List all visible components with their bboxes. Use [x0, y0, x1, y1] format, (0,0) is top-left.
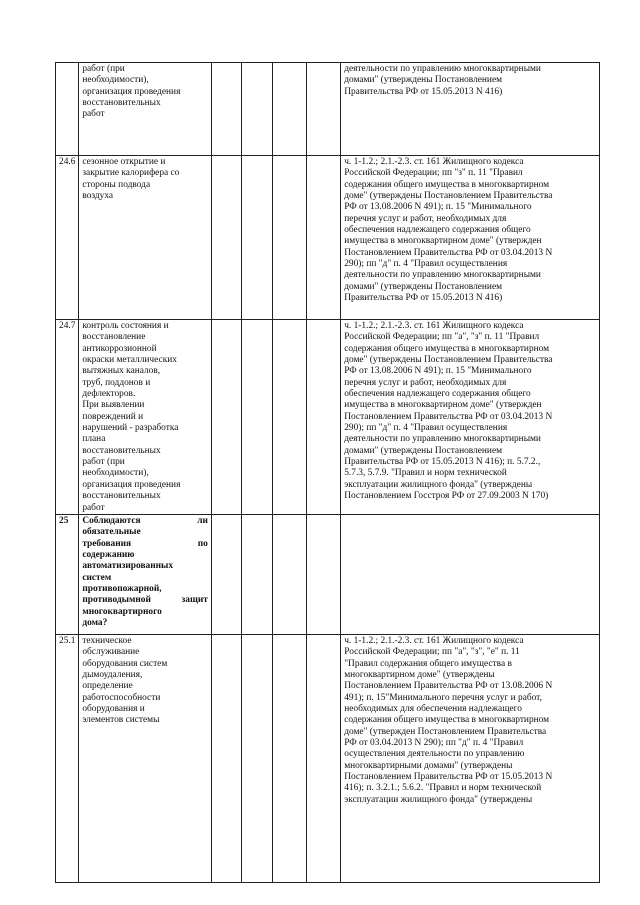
requirement-cell — [79, 514, 212, 634]
row-number: 25.1 — [59, 635, 76, 646]
row-number-cell — [56, 320, 79, 515]
legal-reference-line: 416); п. 3.2.1.; 5.6.2. "Правил и норм технической — [344, 783, 542, 794]
answer-na-cell — [273, 634, 307, 882]
requirement-line: контроль состояния и — [82, 321, 169, 331]
requirement-line: сезонное открытие и — [82, 157, 166, 167]
requirement-line: восстановительных — [82, 491, 161, 502]
legal-reference-line: домами" (утверждены Постановлением — [344, 75, 503, 86]
answer-yes-cell — [211, 634, 241, 882]
legal-reference-line: ч. 1-1.2.; 2.1.-2.3. ст. 161 Жилищного кодекса — [344, 635, 524, 646]
legal-reference-line: деятельности по управлению многоквартирными — [344, 270, 541, 281]
requirement-line: организация проведения — [82, 479, 181, 490]
requirement-line: плана — [82, 434, 106, 445]
legal-reference-line: необходимых для обеспечения надлежащего — [344, 703, 522, 714]
inspection-checklist-table — [55, 62, 600, 883]
legal-reference-line: Российской Федерации; пп "а", "з" п. 11 "Правил — [344, 332, 540, 343]
answer-yes-cell — [211, 320, 241, 515]
legal-reference-line: "Правил содержания общего имущества в — [344, 658, 512, 669]
requirement-line: дымоудаления, — [82, 669, 143, 680]
legal-reference-line: осуществления деятельности по управлению — [344, 749, 525, 760]
requirement-line: окраски металлических — [82, 355, 177, 366]
requirement-line: закрытие калорифера со — [82, 168, 180, 179]
answer-note-cell — [307, 320, 341, 515]
requirement-line: обслуживание — [82, 647, 140, 658]
table-row — [56, 634, 600, 882]
row-number: 25 — [59, 515, 69, 526]
legal-reference-cell — [341, 156, 600, 320]
row-number-cell — [56, 156, 79, 320]
legal-reference-cell — [341, 320, 600, 515]
requirement-cell — [79, 634, 212, 882]
row-number: 24.6 — [59, 157, 76, 167]
legal-reference-line: домами" (утверждены Постановлением — [344, 445, 503, 456]
legal-reference-line: обеспечения надлежащего содержания общего — [344, 225, 531, 236]
legal-reference-line: домами" (утверждены Постановлением — [344, 281, 503, 292]
requirement-line: противодымной защит — [82, 595, 208, 606]
requirement-line: оборудования и — [82, 703, 145, 714]
requirement-line: стороны подвода — [82, 179, 151, 190]
requirement-line: труб, поддонов и — [82, 377, 151, 388]
requirement-line: определение — [82, 681, 133, 692]
legal-reference-line: имущества в многоквартирном доме" (утвержден — [344, 400, 542, 411]
legal-reference-line: многоквартирными домами" (утверждены — [344, 760, 513, 771]
requirement-line: антикоррозионной — [82, 343, 157, 354]
requirement-line: Соблюдаются ли — [82, 515, 208, 526]
legal-reference-cell — [341, 514, 600, 634]
legal-reference-line: перечня услуг и работ, необходимых для — [344, 377, 507, 388]
requirement-line: нарушений - разработка — [82, 423, 179, 434]
requirement-line: дефлекторов. — [82, 389, 136, 400]
answer-yes-cell — [211, 156, 241, 320]
row-number-cell — [56, 634, 79, 882]
legal-reference-line: деятельности по управлению многоквартирными — [344, 434, 541, 445]
requirement-line: дома? — [82, 617, 108, 628]
requirement-line: необходимости), — [82, 75, 149, 86]
legal-reference-line: Постановлением Правительства РФ от 13.08.2006 N — [344, 681, 553, 692]
legal-reference-line: доме" (утвержден Постановлением Правительства — [344, 726, 547, 737]
table-row — [56, 156, 600, 320]
legal-reference-line: Правительства РФ от 15.05.2013 N 416) — [344, 293, 503, 304]
requirement-cell — [79, 320, 212, 515]
legal-reference-cell — [341, 634, 600, 882]
answer-na-cell — [273, 63, 307, 156]
legal-reference-line: Российской Федерации; пп "з" п. 11 "Правил — [344, 168, 523, 179]
requirement-line: систем — [82, 572, 112, 583]
legal-reference-line: Постановлением Госстроя РФ от 27.09.2003 N 170) — [344, 491, 549, 502]
requirement-line: работ — [82, 502, 105, 513]
requirement-cell — [79, 156, 212, 320]
requirement-line: элементов системы — [82, 715, 160, 726]
row-number: 24.7 — [59, 321, 76, 331]
requirement-line: работ (при — [82, 64, 125, 74]
answer-note-cell — [307, 514, 341, 634]
answer-no-cell — [241, 634, 273, 882]
legal-reference-line: РФ от 03.04.2013 N 290); пп "д" п. 4 "Правил — [344, 737, 524, 748]
legal-reference-cell — [341, 63, 600, 156]
legal-reference-line: Правительства РФ от 15.05.2013 N 416) — [344, 86, 503, 97]
row-number-cell — [56, 514, 79, 634]
requirement-cell — [79, 63, 212, 156]
legal-reference-line: РФ от 13.08.2006 N 491); п. 15 "Минимального — [344, 202, 532, 213]
table-row — [56, 63, 600, 156]
legal-reference-line: содержания общего имущества в многоквартирном — [344, 715, 550, 726]
legal-reference-line: РФ от 13.08.2006 N 491); п. 15 "Минимального — [344, 366, 532, 377]
row-number-cell — [56, 63, 79, 156]
answer-na-cell — [273, 156, 307, 320]
answer-note-cell — [307, 156, 341, 320]
legal-reference-line: перечня услуг и работ, необходимых для — [344, 213, 507, 224]
answer-na-cell — [273, 514, 307, 634]
answer-yes-cell — [211, 63, 241, 156]
legal-reference-line: содержания общего имущества в многоквартирном — [344, 343, 550, 354]
legal-reference-line: 290); пп "д" п. 4 "Правил осуществления — [344, 423, 508, 434]
legal-reference-line: деятельности по управлению многоквартирными — [344, 64, 541, 74]
legal-reference-line: Постановлением Правительства РФ от 03.04.2013 N — [344, 247, 553, 258]
answer-no-cell — [241, 156, 273, 320]
legal-reference-line: эксплуатации жилищного фонда" (утверждены — [344, 479, 533, 490]
requirement-line: оборудования систем — [82, 658, 168, 669]
requirement-line: техническое — [82, 635, 132, 646]
requirement-line: воздуха — [82, 191, 114, 202]
legal-reference-line: доме" (утверждены Постановлением Правительства — [344, 355, 553, 366]
table-row — [56, 514, 600, 634]
answer-no-cell — [241, 320, 273, 515]
requirement-line: организация проведения — [82, 86, 181, 97]
legal-reference-line: ч. 1-1.2.; 2.1.-2.3. ст. 161 Жилищного кодекса — [344, 321, 524, 331]
legal-reference-line: 5.7.3, 5.7.9. "Правил и норм технической — [344, 468, 507, 479]
answer-note-cell — [307, 63, 341, 156]
answer-no-cell — [241, 514, 273, 634]
requirement-line: вытяжных каналов, — [82, 366, 161, 377]
requirement-line: При выявлении — [82, 400, 145, 411]
legal-reference-line: эксплуатации жилищного фонда" (утверждены — [344, 794, 533, 805]
requirement-line: работ (при — [82, 457, 125, 468]
answer-no-cell — [241, 63, 273, 156]
legal-reference-line: обеспечения надлежащего содержания общего — [344, 389, 531, 400]
requirement-line: автоматизированных — [82, 561, 174, 572]
requirement-line: необходимости), — [82, 468, 149, 479]
document-page — [55, 62, 600, 883]
legal-reference-line: многоквартирном доме" (утверждены — [344, 669, 495, 680]
requirement-line: требования по — [82, 538, 208, 549]
table-row — [56, 320, 600, 515]
requirement-line: повреждений и — [82, 411, 144, 422]
requirement-line: обязательные — [82, 527, 141, 538]
requirement-line: восстановительных — [82, 445, 161, 456]
legal-reference-line: 491); п. 15"Минимального перечня услуг и работ, — [344, 692, 542, 703]
requirement-line: восстановление — [82, 332, 146, 343]
answer-na-cell — [273, 320, 307, 515]
requirement-line: многоквартирного — [82, 606, 162, 617]
requirement-line: восстановительных — [82, 98, 161, 109]
legal-reference-line: Постановлением Правительства РФ от 15.05.2013 N — [344, 771, 553, 782]
legal-reference-line: Постановлением Правительства РФ от 03.04.2013 N — [344, 411, 553, 422]
requirement-line: работоспособности — [82, 692, 161, 703]
legal-reference-line: 290); пп "д" п. 4 "Правил осуществления — [344, 259, 508, 270]
legal-reference-line: Правительства РФ от 15.05.2013 N 416); п. 5.7.2., — [344, 457, 541, 468]
answer-note-cell — [307, 634, 341, 882]
answer-yes-cell — [211, 514, 241, 634]
requirement-line: работ — [82, 109, 105, 120]
legal-reference-line: Российской Федерации; пп "а", "з", "е" п. 11 — [344, 647, 520, 658]
requirement-line: содержанию — [82, 549, 135, 560]
legal-reference-line: доме" (утверждены Постановлением Правительства — [344, 191, 553, 202]
legal-reference-line: имущества в многоквартирном доме" (утвержден — [344, 236, 542, 247]
legal-reference-line: содержания общего имущества в многоквартирном — [344, 179, 550, 190]
requirement-line: противопожарной, — [82, 583, 162, 594]
legal-reference-line: ч. 1-1.2.; 2.1.-2.3. ст. 161 Жилищного кодекса — [344, 157, 524, 167]
